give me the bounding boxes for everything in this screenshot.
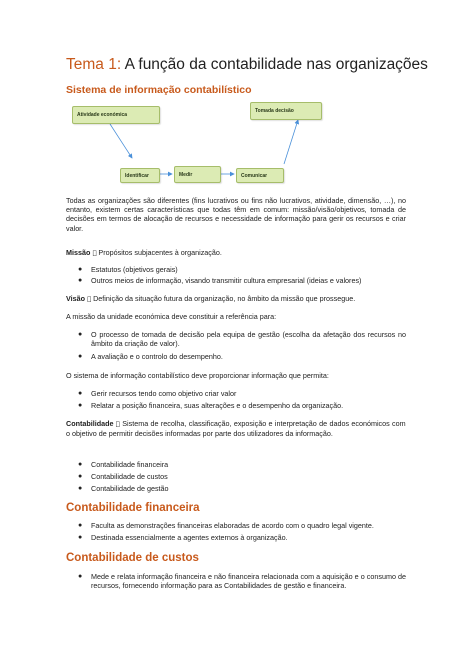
contabilidade-text: Sistema de recolha, classificação, exposição e interpretação de dados económicos com o objetivo de permitir decisões informadas por parte dos utilizadores da informação. [66, 419, 406, 439]
list-item-text: Relatar a posição financeira, suas alterações e o desempenho da organização. [91, 401, 344, 410]
bullet-icon: ● [78, 573, 83, 580]
list-item-text: Contabilidade de custos [91, 472, 168, 481]
bullet-icon: ● [78, 331, 83, 338]
list-item [66, 330, 406, 348]
arrow-symbol: ⃞ [113, 420, 123, 428]
list-item [66, 460, 406, 469]
missao-text: Propósitos subjacentes à organização. [98, 248, 222, 257]
bullet-icon: ● [78, 485, 83, 492]
missao-ref-paragraph: A missão da unidade económica deve constituir a referência para: [66, 312, 277, 321]
box-label: Tomada decisão [255, 108, 294, 114]
bullet-icon: ● [78, 522, 83, 529]
bullet-icon: ● [78, 473, 83, 480]
missao-definition [66, 248, 406, 258]
list-item [66, 472, 406, 481]
visao-text: Definição da situação futura da organização, no âmbito da missão que prossegue. [93, 294, 356, 303]
contabilidade-label: Contabilidade [66, 419, 114, 428]
list-item-text: Gerir recursos tendo como objetivo criar valor [91, 389, 237, 398]
sic-intro-paragraph: O sistema de informação contabilístico deve proporcionar informação que permita: [66, 371, 329, 380]
list-item [66, 521, 406, 530]
arrow-atividade-identificar [110, 124, 132, 158]
list-item [66, 484, 406, 493]
box-atividade-economica [72, 106, 160, 124]
title-text: A função da contabilidade nas organizações [121, 56, 428, 73]
list-item-text: O processo de tomada de decisão pela equipa de gestão (escolha da afetação dos recursos no âmbito da criação de valor). [91, 330, 406, 349]
bullet-icon: ● [78, 461, 83, 468]
box-medir [174, 166, 221, 183]
bullet-icon: ● [78, 390, 83, 397]
list-item-text: A avaliação e o controlo do desempenho. [91, 352, 223, 361]
page-title [66, 56, 428, 74]
list-item [66, 389, 406, 398]
intro-paragraph: Todas as organizações são diferentes (fins lucrativos ou fins não lucrativos, atividade, dimensão, …), no entanto, existem certas características que todas têm em comum: missão/visão/objetivos, tomada de decisões em termos de alocação de recursos e necessidade de informação para gerir os recursos e criar valor. [66, 196, 406, 233]
box-label: Atividade económica [77, 112, 128, 118]
arrow-symbol: ⃞ [90, 249, 99, 257]
visao-definition [66, 294, 406, 304]
section-heading-custos: Contabilidade de custos [66, 552, 199, 564]
bullet-icon: ● [78, 266, 83, 273]
list-item [66, 401, 406, 410]
list-item [66, 265, 406, 274]
list-item-text: Destinada essencialmente a agentes externos à organização. [91, 533, 288, 542]
missao-label: Missão [66, 248, 91, 257]
list-item-text: Contabilidade financeira [91, 460, 169, 469]
bullet-icon: ● [78, 353, 83, 360]
list-item-text: Faculta as demonstrações financeiras elaboradas de acordo com o quadro legal vigente. [91, 521, 374, 530]
bullet-icon: ● [78, 534, 83, 541]
box-comunicar [236, 168, 284, 183]
list-item-text: Estatutos (objetivos gerais) [91, 265, 178, 274]
list-item [66, 276, 406, 285]
box-tomada-decisao [250, 102, 322, 120]
box-identificar [120, 168, 160, 183]
list-item [66, 533, 406, 542]
contabilidade-definition [66, 419, 406, 438]
title-prefix: Tema 1: [66, 56, 122, 73]
bullet-icon: ● [78, 277, 83, 284]
list-item [66, 572, 406, 590]
list-item-text: Mede e relata informação financeira e não financeira relacionada com a aquisição e o consumo de recursos, fornecendo informação para as Contabilidades de gestão e financeira. [91, 572, 406, 591]
visao-label: Visão [66, 294, 86, 303]
list-item-text: Contabilidade de gestão [91, 484, 169, 493]
section-heading-sic: Sistema de informação contabilístico [66, 84, 252, 96]
process-diagram [66, 96, 406, 192]
arrow-symbol: ⃞ [85, 295, 94, 303]
box-label: Medir [179, 171, 193, 178]
bullet-icon: ● [78, 402, 83, 409]
list-item [66, 352, 406, 361]
box-label: Comunicar [241, 172, 268, 179]
section-heading-financeira: Contabilidade financeira [66, 502, 200, 514]
list-item-text: Outros meios de informação, visando transmitir cultura empresarial (ideias e valores) [91, 276, 362, 285]
arrow-comunicar-tomada [284, 120, 298, 164]
box-label: Identificar [125, 172, 149, 179]
